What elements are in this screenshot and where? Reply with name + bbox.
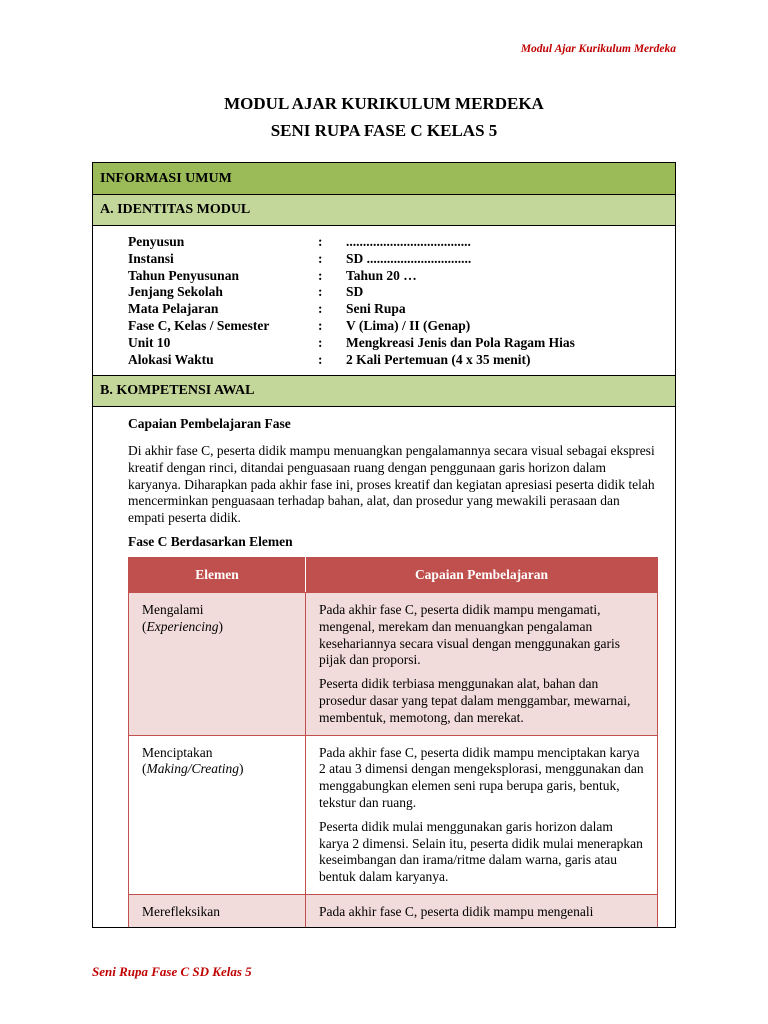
identity-colon: : bbox=[318, 284, 323, 300]
identity-value: Seni Rupa bbox=[346, 301, 406, 317]
table-row bbox=[129, 894, 658, 928]
identity-colon: : bbox=[318, 351, 323, 367]
identity-colon: : bbox=[318, 301, 323, 317]
identity-row bbox=[128, 268, 675, 285]
capaian-cell bbox=[306, 592, 658, 735]
identity-value: 2 Kali Pertemuan (4 x 35 menit) bbox=[346, 351, 531, 367]
document-subtitle: SENI RUPA FASE C KELAS 5 bbox=[270, 121, 498, 140]
module-info-box bbox=[92, 162, 676, 928]
identity-row bbox=[128, 335, 675, 352]
column-header-elemen: Elemen bbox=[129, 557, 306, 592]
capaian-paragraph: Pada akhir fase C, peserta didik mampu mengenali bbox=[319, 903, 594, 919]
identity-value: ..................................... bbox=[346, 234, 471, 249]
element-cell: Menciptakan (Making/Creating) bbox=[129, 735, 306, 894]
element-name: Menciptakan bbox=[142, 744, 213, 760]
identity-list bbox=[93, 226, 675, 376]
capaian-paragraph: Pada akhir fase C, peserta didik mampu mengamati, mengenal, merekam dan menuangkan pengalaman kesehariannya secara visual dengan menggunakan garis pijak dan proporsi. bbox=[319, 601, 621, 668]
table-row bbox=[129, 735, 658, 894]
identity-key: Fase C, Kelas / Semester bbox=[128, 317, 270, 333]
cp-heading: Capaian Pembelajaran Fase bbox=[128, 416, 291, 431]
capaian-table bbox=[128, 557, 658, 928]
running-footer: Seni Rupa Fase C SD Kelas 5 bbox=[92, 964, 252, 979]
capaian-paragraph: Peserta didik terbiasa menggunakan alat, bahan dan prosedur dasar yang tepat dalam menggambar, mewarnai, membentuk, memotong, dan merekat. bbox=[319, 676, 631, 725]
identity-row bbox=[128, 301, 675, 318]
identity-value: V (Lima) / II (Genap) bbox=[346, 317, 471, 333]
running-header: Modul Ajar Kurikulum Merdeka bbox=[520, 43, 676, 55]
identity-colon: : bbox=[318, 250, 323, 266]
identity-key: Instansi bbox=[128, 250, 174, 266]
identitas-modul-header: A. IDENTITAS MODUL bbox=[93, 195, 675, 226]
capaian-cell bbox=[306, 894, 658, 928]
kompetensi-awal-body bbox=[93, 407, 675, 928]
fase-heading: Fase C Berdasarkan Elemen bbox=[128, 533, 293, 549]
capaian-paragraph: Peserta didik mulai menggunakan garis horizon dalam karya 2 dimensi. Selain itu, peserta didik mulai menerapkan keseimbangan dan irama/ritme dalam warna, garis atau bentuk dalam karyanya. bbox=[319, 818, 643, 885]
informasi-umum-header: INFORMASI UMUM bbox=[93, 163, 675, 195]
identity-row bbox=[128, 234, 675, 251]
identity-colon: : bbox=[318, 267, 323, 283]
identity-row bbox=[128, 352, 675, 369]
identity-key: Tahun Penyusunan bbox=[128, 267, 239, 283]
identity-key: Penyusun bbox=[128, 234, 185, 249]
identity-key: Unit 10 bbox=[128, 334, 171, 350]
identity-colon: : bbox=[318, 334, 323, 350]
kompetensi-awal-header: B. KOMPETENSI AWAL bbox=[93, 376, 675, 407]
element-cell: Mengalami (Experiencing) bbox=[129, 592, 306, 735]
identity-row bbox=[128, 318, 675, 335]
identity-key: Jenjang Sekolah bbox=[128, 284, 223, 300]
identity-key: Mata Pelajaran bbox=[128, 301, 219, 317]
identity-row bbox=[128, 251, 675, 268]
identity-colon: : bbox=[318, 234, 323, 249]
identity-row bbox=[128, 284, 675, 301]
identity-value: SD ............................... bbox=[346, 250, 472, 266]
element-english: Making/Creating bbox=[146, 761, 239, 777]
element-cell bbox=[129, 894, 306, 928]
element-english: Experiencing bbox=[146, 618, 219, 634]
table-row bbox=[129, 592, 658, 735]
identity-value: Mengkreasi Jenis dan Pola Ragam Hias bbox=[346, 334, 575, 350]
element-name: Mengalami bbox=[142, 601, 204, 617]
column-header-capaian: Capaian Pembelajaran bbox=[306, 557, 658, 592]
capaian-paragraph: Pada akhir fase C, peserta didik mampu menciptakan karya 2 atau 3 dimensi dengan mengeksplorasi, menggunakan dan menggabungkan elemen seni rupa berupa garis, bentuk, tekstur dan ruang. bbox=[319, 744, 644, 810]
cp-paragraph: Di akhir fase C, peserta didik mampu menuangkan pengalamannya secara visual sebagai ekspresi kreatif dengan rinci, ditandai penguasaan ruang dengan penggunaan garis horizon dalam karyanya. Diharapkan pada akhir fase ini, proses kreatif dan kegiatan apresiasi peserta didik telah mencerminkan penguasaan terhadap bahan, alat, dan prosedur yang mewakili perasaan dan empati peserta didik. bbox=[128, 443, 655, 526]
capaian-cell bbox=[306, 735, 658, 894]
document-title: MODUL AJAR KURIKULUM MERDEKA bbox=[224, 94, 544, 113]
element-name: Merefleksikan bbox=[142, 903, 220, 919]
identity-key: Alokasi Waktu bbox=[128, 351, 214, 367]
table-header-row bbox=[129, 557, 658, 592]
identity-value: SD bbox=[346, 284, 364, 300]
identity-value: Tahun 20 … bbox=[346, 267, 417, 283]
identity-colon: : bbox=[318, 317, 323, 333]
